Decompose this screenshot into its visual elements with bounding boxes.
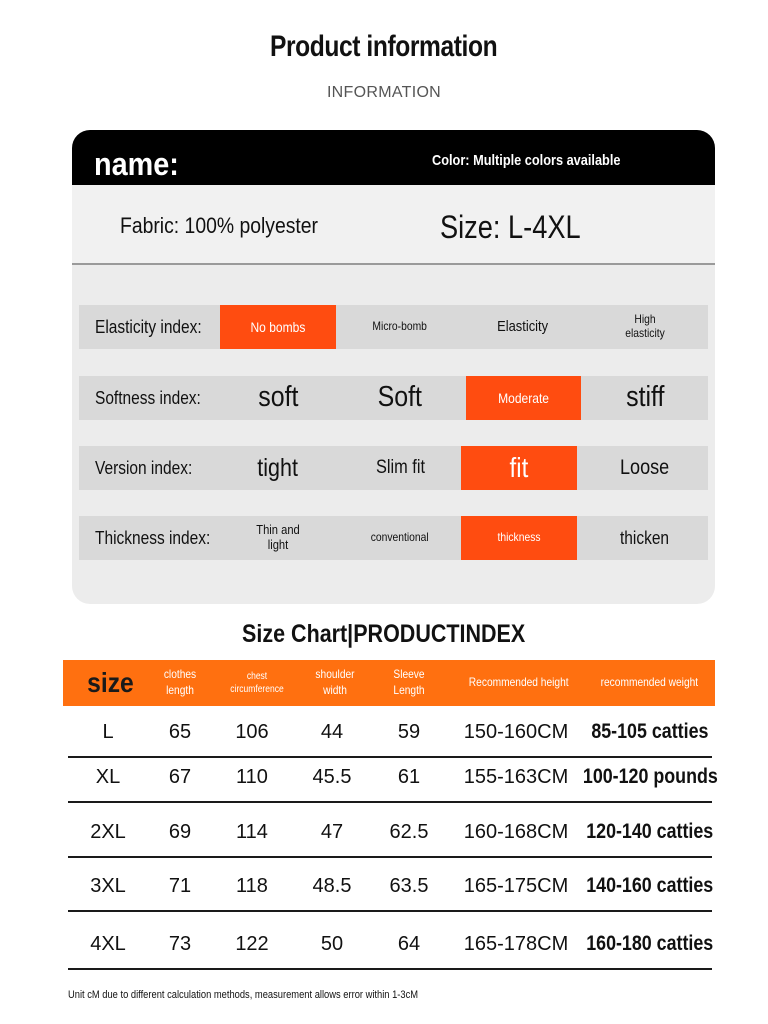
table-cell: 50 xyxy=(320,932,344,955)
table-cell: 155-163CM xyxy=(463,765,569,788)
row-divider xyxy=(68,968,712,970)
table-cell: 160-168CM xyxy=(463,820,569,843)
table-cell: 106 xyxy=(235,720,269,743)
index-option: High elasticity xyxy=(625,312,665,340)
table-cell: 118 xyxy=(236,874,268,897)
size-range-text: Size: L-4XL xyxy=(440,209,581,245)
table-cell: L xyxy=(102,720,114,743)
table-cell: 44 xyxy=(320,720,344,743)
page-subtitle: INFORMATION xyxy=(326,84,442,101)
table-cell: 67 xyxy=(168,765,192,788)
index-option: Micro-bomb xyxy=(372,319,428,334)
table-cell: 165-175CM xyxy=(463,874,569,897)
table-cell: 150-160CM xyxy=(463,720,569,743)
index-option: fit xyxy=(461,446,577,490)
index-option: No bombs xyxy=(220,305,336,349)
index-label: Softness index: xyxy=(95,388,201,408)
table-cell: 165-178CM xyxy=(463,932,569,955)
index-row-version xyxy=(79,446,708,490)
size-chart-header xyxy=(63,660,715,706)
size-chart-title: Size Chart|PRODUCTINDEX xyxy=(242,620,526,648)
name-label: name: xyxy=(94,146,179,182)
table-cell: 4XL xyxy=(90,932,126,955)
index-option: thickness xyxy=(461,516,577,560)
index-option: Thin and light xyxy=(256,522,300,552)
column-header: chest circumference xyxy=(230,671,284,695)
row-divider xyxy=(68,801,712,803)
column-header: shoulder width xyxy=(315,667,355,697)
card-header xyxy=(72,130,715,185)
table-cell: 73 xyxy=(168,932,192,955)
footnote: Unit cM due to different calculation methods, measurement allows error within 1-3cM xyxy=(68,989,419,1001)
index-label: Elasticity index: xyxy=(95,317,202,337)
table-cell: 45.5 xyxy=(312,765,352,788)
table-row xyxy=(68,753,718,803)
table-row xyxy=(68,808,712,858)
index-option: soft xyxy=(257,381,299,414)
index-option: Soft xyxy=(377,381,423,414)
card-divider xyxy=(72,263,715,265)
table-cell: 160-180 catties xyxy=(586,932,714,955)
row-divider xyxy=(68,856,712,858)
table-cell: 48.5 xyxy=(312,874,352,897)
table-row xyxy=(68,920,712,970)
table-cell: 85-105 catties xyxy=(591,720,709,743)
column-header: Sleeve Length xyxy=(393,667,425,697)
table-cell: 120-140 catties xyxy=(586,820,714,843)
table-cell: 63.5 xyxy=(389,874,429,897)
table-cell: 47 xyxy=(320,820,344,843)
index-option: Elasticity xyxy=(497,318,549,336)
index-option: Slim fit xyxy=(375,457,425,479)
table-cell: 61 xyxy=(397,765,421,788)
index-option: stiff xyxy=(625,381,665,414)
index-option: thicken xyxy=(620,527,670,548)
table-row xyxy=(68,862,712,912)
fabric-text: Fabric: 100% polyester xyxy=(120,213,318,238)
index-option: Moderate xyxy=(466,376,581,420)
table-cell: 140-160 catties xyxy=(586,874,714,897)
index-row-elasticity xyxy=(79,305,708,349)
table-cell: 3XL xyxy=(90,874,126,897)
index-row-thickness xyxy=(79,516,708,560)
index-row-softness xyxy=(79,376,708,420)
column-header: size xyxy=(87,666,134,698)
column-header: clothes length xyxy=(163,667,197,697)
fabric-size-area xyxy=(72,185,715,263)
index-label: Version index: xyxy=(95,458,193,478)
table-cell: 114 xyxy=(236,820,268,843)
table-cell: 64 xyxy=(397,932,421,955)
table-cell: 122 xyxy=(235,932,269,955)
table-cell: 2XL xyxy=(90,820,126,843)
index-option: conventional xyxy=(371,530,429,545)
table-cell: 71 xyxy=(168,874,192,897)
index-option: Loose xyxy=(620,455,670,479)
column-header: Recommended height xyxy=(469,675,569,690)
table-cell: 100-120 pounds xyxy=(582,765,718,788)
color-label: Color: Multiple colors available xyxy=(432,152,621,169)
table-cell: XL xyxy=(95,765,121,788)
page-title: Product information xyxy=(270,30,498,63)
index-option: tight xyxy=(257,453,299,482)
table-row xyxy=(68,708,712,758)
column-header: recommended weight xyxy=(600,675,698,690)
table-cell: 69 xyxy=(168,820,192,843)
product-info-card xyxy=(72,130,715,604)
row-divider xyxy=(68,910,712,912)
index-label: Thickness index: xyxy=(95,528,211,548)
table-cell: 65 xyxy=(168,720,192,743)
table-cell: 59 xyxy=(397,720,421,743)
table-cell: 62.5 xyxy=(389,820,429,843)
table-cell: 110 xyxy=(236,765,268,788)
